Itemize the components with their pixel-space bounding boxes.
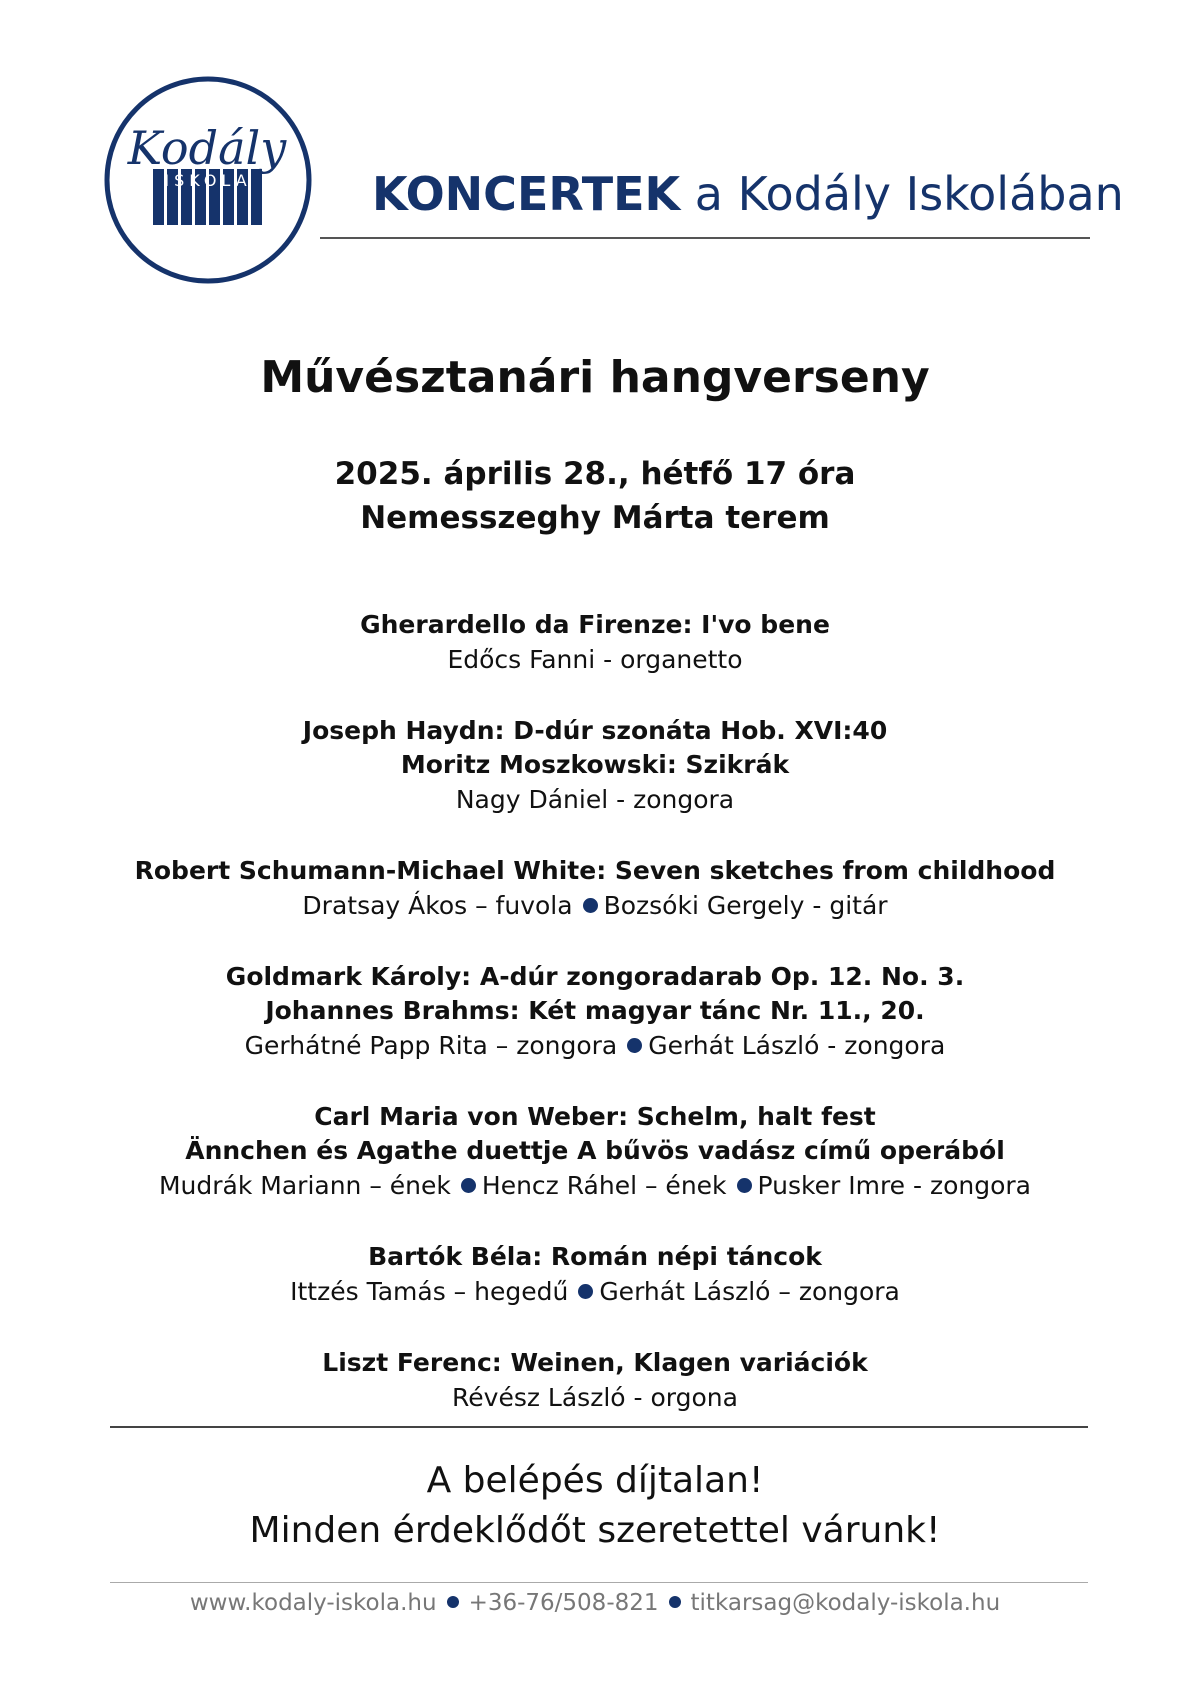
bullet-icon [447, 1596, 459, 1608]
header-title [372, 167, 1124, 221]
bullet-icon [578, 1284, 593, 1299]
bullet-icon [627, 1038, 642, 1053]
performers-line [0, 1380, 1190, 1416]
performer: Pusker Imre - zongora [757, 1171, 1032, 1200]
performers-line [0, 888, 1190, 924]
performer: Gerhát László - zongora [648, 1031, 946, 1060]
work-title: Carl Maria von Weber: Schelm, halt fest [314, 1102, 876, 1131]
performer: Gerhátné Papp Rita – zongora [244, 1031, 618, 1060]
program-item [0, 1346, 1190, 1416]
footer-website-link[interactable]: www.kodaly-iskola.hu [189, 1590, 437, 1616]
work-title: Gherardello da Firenze: I'vo bene [360, 610, 830, 639]
performers-line [0, 1028, 1190, 1064]
performers-line [0, 782, 1190, 818]
footer-divider [110, 1582, 1088, 1583]
performers-line [0, 1168, 1190, 1204]
footer-phone[interactable]: +36-76/508-821 [468, 1590, 659, 1616]
performers-line [0, 642, 1190, 678]
performer: Nagy Dániel - zongora [455, 785, 735, 814]
event-date: 2025. április 28., hétfő 17 óra [334, 456, 856, 492]
logo-script-text: Kodály [127, 121, 287, 175]
event-venue: Nemesszeghy Márta terem [360, 500, 830, 536]
bullet-icon [461, 1178, 476, 1193]
bullet-icon [737, 1178, 752, 1193]
performer: Mudrák Mariann – ének [158, 1171, 451, 1200]
work-title: Bartók Béla: Román népi táncok [368, 1242, 822, 1271]
work-title: Robert Schumann-Michael White: Seven sketches from childhood [134, 856, 1056, 885]
program-list [0, 608, 1190, 1452]
work-title: Joseph Haydn: D-dúr szonáta Hob. XVI:40 [302, 716, 888, 745]
performer: Gerhát László – zongora [599, 1277, 900, 1306]
bullet-icon [669, 1596, 681, 1608]
program-item [0, 1240, 1190, 1310]
program-item [0, 854, 1190, 924]
bullet-icon [583, 898, 598, 913]
logo-label-text: ISKOLA [164, 171, 252, 190]
performer: Dratsay Ákos – fuvola [302, 891, 573, 920]
performer: Hencz Ráhel – ének [481, 1171, 727, 1200]
performer: Révész László - orgona [452, 1383, 738, 1412]
work-title: Ännchen és Agathe duettje A bűvös vadász című operából [185, 1136, 1005, 1165]
footer-email-link[interactable]: titkarsag@kodaly-iskola.hu [690, 1590, 1001, 1616]
performer: Edőcs Fanni - organetto [447, 645, 743, 674]
program-item [0, 608, 1190, 678]
header-divider [320, 237, 1090, 239]
performer: Bozsóki Gergely - gitár [603, 891, 888, 920]
program-item [0, 714, 1190, 818]
school-logo [103, 75, 313, 285]
work-title: Moritz Moszkowski: Szikrák [400, 750, 790, 779]
work-title: Goldmark Károly: A-dúr zongoradarab Op. 12. No. 3. [225, 962, 965, 991]
footer [0, 1590, 1190, 1616]
work-title: Liszt Ferenc: Weinen, Klagen variációk [322, 1348, 868, 1377]
header-title-bold: KONCERTEK [372, 167, 681, 221]
program-item [0, 960, 1190, 1064]
program-item [0, 1100, 1190, 1204]
work-title: Johannes Brahms: Két magyar tánc Nr. 11., 20. [265, 996, 925, 1025]
performers-line [0, 1274, 1190, 1310]
program-divider [110, 1426, 1088, 1428]
free-entry-text: A belépés díjtalan! [426, 1460, 764, 1501]
concert-title: Művésztanári hangverseny [260, 352, 930, 403]
welcome-text: Minden érdeklődőt szeretettel várunk! [249, 1510, 941, 1551]
header-title-rest: a Kodály Iskolában [680, 167, 1124, 221]
performer: Ittzés Tamás – hegedű [290, 1277, 569, 1306]
